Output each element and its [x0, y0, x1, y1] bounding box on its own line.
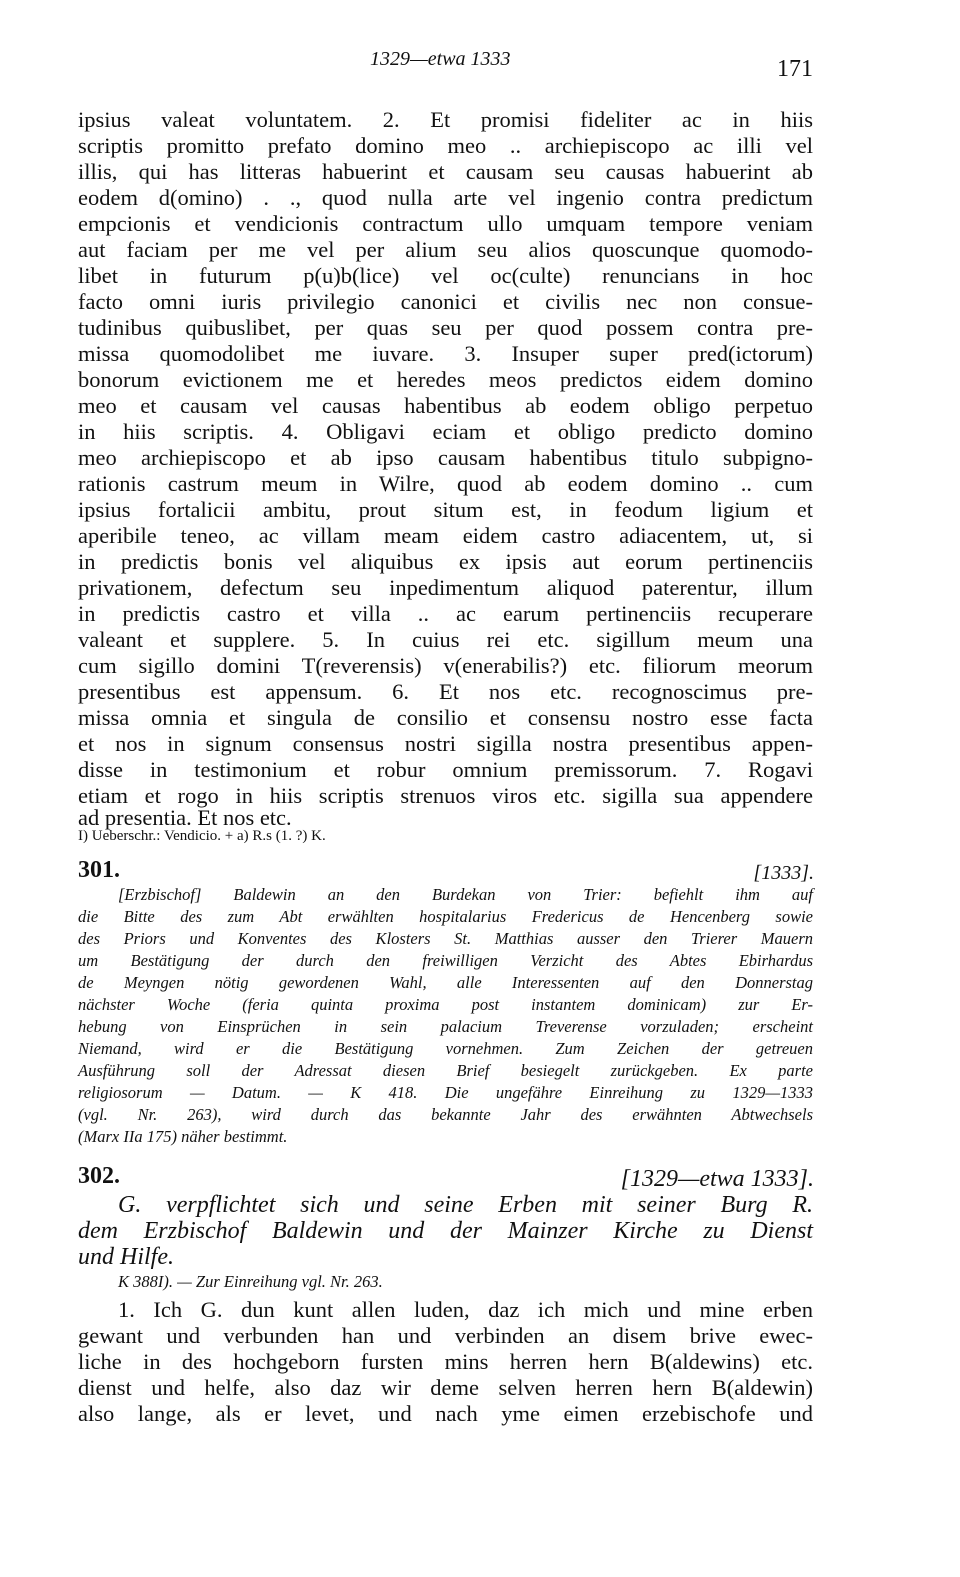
body-line: tudinibus quibuslibet, per quas seu per quod possem contra pre- — [78, 315, 813, 340]
body-line: scriptis promitto prefato domino meo .. archiepiscopo ac illi vel — [78, 133, 813, 158]
regest-line: (Marx IIa 175) näher bestimmt. — [78, 1127, 288, 1146]
regest-line: um Bestätigung der durch den freiwilligen Verzicht des Abtes Ebirhardus — [78, 951, 813, 970]
running-head: 1329—etwa 1333 — [370, 48, 511, 70]
text-line: also lange, als er levet, und nach yme eimen erzebischofe und — [78, 1401, 813, 1426]
text-line: gewant und verbunden han und verbinden an disem brive ewec- — [78, 1323, 813, 1348]
page-header — [78, 48, 813, 88]
body-line: facto omni iuris privilegio canonici et civilis nec non consue- — [78, 289, 813, 314]
body-line: et nos in signum consensus nostri sigilla nostra presentibus appen- — [78, 731, 813, 756]
body-line: meo et causam vel causas habentibus ab eodem obligo perpetuo — [78, 393, 813, 418]
body-line: etiam et rogo in hiis scriptis strenuos viros etc. sigilla sua appendere — [78, 783, 813, 808]
document-number: 302. — [78, 1163, 120, 1189]
body-line: aut faciam per me vel per alium seu alios quoscunque quomodo- — [78, 237, 813, 262]
body-line: ipsius valeat voluntatem. 2. Et promisi fideliter ac in hiis — [78, 107, 813, 132]
regest-line: des Priors und Konventes des Klosters St. Matthias ausser den Trierer Mauern — [78, 929, 813, 948]
body-line: meo archiepiscopo et ab ipso causam habentibus titulo subpigno- — [78, 445, 813, 470]
text-line: 1. Ich G. dun kunt allen luden, daz ich mich und mine erben — [118, 1297, 813, 1322]
regest-line: hebung von Einsprüchen in sein palacium Treverense vorzuladen; erscheint — [78, 1017, 813, 1036]
body-line: in predictis bonis vel aliquibus ex ipsis aut eorum pertinenciis — [78, 549, 813, 574]
regest-title-line: G. verpflichtet sich und seine Erben mit seiner Burg R. — [118, 1192, 813, 1218]
body-line: libet in futurum p(u)b(lice) vel oc(culte) renuncians in hoc — [78, 263, 813, 288]
regest-line: die Bitte des zum Abt erwählten hospitalarius Fredericus de Hencenberg sowie — [78, 907, 813, 926]
body-line: disse in testimonium et robur omnium premissorum. 7. Rogavi — [78, 757, 813, 782]
regest-line: nächster Woche (feria quinta proxima post instantem dominicam) zur Er- — [78, 995, 813, 1014]
text-line: dienst und helfe, also daz wir deme selven herren hern B(aldewin) — [78, 1375, 813, 1400]
body-line: empcionis et vendicionis contractum ullo umquam tempore veniam — [78, 211, 813, 236]
body-line: rationis castrum meum in Wilre, quod ab eodem domino .. cum — [78, 471, 813, 496]
body-line: ad presentia. Et nos etc. — [78, 805, 292, 830]
regest-title-line: dem Erzbischof Baldewin und der Mainzer Kirche zu Dienst — [78, 1218, 813, 1244]
page-number: 171 — [777, 56, 813, 82]
regest-line: (vgl. Nr. 263), wird durch das bekannte Jahr des erwähnten Abtwechsels — [78, 1105, 813, 1124]
body-line: bonorum evictionem me et heredes meos predictos eidem domino — [78, 367, 813, 392]
body-line: valeant et supplere. 5. In cuius rei etc. sigillum meum una — [78, 627, 813, 652]
document-date: [1333]. — [753, 862, 814, 884]
regest-line: religiosorum — Datum. — K 418. Die ungefähre Einreihung zu 1329—1333 — [78, 1083, 813, 1102]
regest-line: de Meyngen nötig gewordenen Wahl, alle Interessenten auf den Donnerstag — [78, 973, 813, 992]
body-line: privationem, defectum seu inpedimentum aliquod paterentur, illum — [78, 575, 813, 600]
document-number: 301. — [78, 857, 120, 883]
body-line: in predictis castro et villa .. ac earum pertinenciis recuperare — [78, 601, 813, 626]
body-line: illis, qui has litteras habuerint et causam seu causas habuerint ab — [78, 159, 813, 184]
body-line: presentibus est appensum. 6. Et nos etc. recognoscimus pre- — [78, 679, 813, 704]
regest-line: Niemand, wird er die Bestätigung vornehmen. Zum Zeichen der getreuen — [78, 1039, 813, 1058]
body-line: missa quomodolibet me iuvare. 3. Insuper super pred(ictorum) — [78, 341, 813, 366]
regest-line: Ausführung soll der Adressat diesen Brief besiegelt zurückgeben. Ex parte — [78, 1061, 813, 1080]
body-line: missa omnia et singula de consilio et consensu nostro esse facta — [78, 705, 813, 730]
regest-line: [Erzbischof] Baldewin an den Burdekan von Trier: befiehlt ihm auf — [118, 885, 813, 904]
text-line: liche in des hochgeborn fursten mins herren hern B(aldewins) etc. — [78, 1349, 813, 1374]
body-line: in hiis scriptis. 4. Obligavi eciam et obligo predicto domino — [78, 419, 813, 444]
source-line: K 388I). — Zur Einreihung vgl. Nr. 263. — [118, 1272, 383, 1291]
regest-title-line: und Hilfe. — [78, 1244, 174, 1270]
body-line: cum sigillo domini T(reverensis) v(enerabilis?) etc. filiorum meorum — [78, 653, 813, 678]
document-date: [1329—etwa 1333]. — [620, 1166, 814, 1192]
body-line: aperibile teneo, ac villam meam eidem castro adiacentem, ut, si — [78, 523, 813, 548]
footnote: I) Ueberschr.: Vendicio. + a) R.s (1. ?) K. — [78, 828, 326, 844]
body-line: eodem d(omino) . ., quod nulla arte vel ingenio contra predictum — [78, 185, 813, 210]
body-line: ipsius fortalicii ambitu, prout situm est, in feodum ligium et — [78, 497, 813, 522]
